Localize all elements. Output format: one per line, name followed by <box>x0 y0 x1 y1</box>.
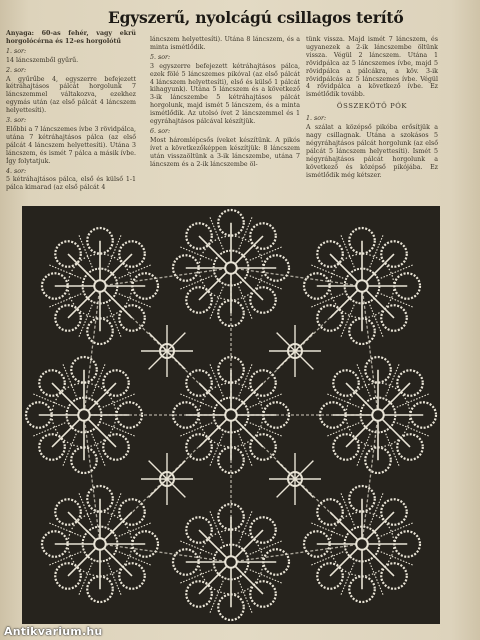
article-title: Egyszerű, nyolcágú csillagos terítő <box>108 8 404 27</box>
doily-photo <box>22 206 440 624</box>
watermark: Antikvarium.hu <box>4 625 103 638</box>
row-label: 1. sor: <box>6 47 27 55</box>
row-text: Most háromlépcsős íveket készítünk. A pikós ívet a következőképpen készítjük: 8 láncszem után visszaöltünk a 3-ik láncszembe, utána 7 láncszem és a 2-ik láncszembe öl- <box>150 136 300 168</box>
row-text: 14 láncszemből gyűrű. <box>6 56 79 64</box>
row-text: Előbbi a 7 láncszemes ívbe 3 rövidpálca, utána 7 kétráhajtásos pálca (az első pálcát 4 láncszem helyettesíti). Utána 3 láncszem, és ismét 7 pálca a másik ívbe. Így folytatjuk. <box>6 125 136 165</box>
row-text: A gyűrűbe 4, egyszerre befejezett kétráhajtásos pálcát horgolunk 7 láncszemmel váltakozva, ezekhez egymás után (az első pálcát 4 láncszem helyettesíti). <box>6 75 136 115</box>
row-label: 3. sor: <box>6 117 27 125</box>
column-3 <box>306 36 438 180</box>
materials-text: Anyaga: 60-as fehér, vagy ekrü horgolócérna és 12-es horgolótű <box>6 30 136 45</box>
row-text: 5 kétráhajtásos pálca, első és külső 1-1 pálca kimarad (az első pálcát 4 <box>6 176 136 192</box>
column-2 <box>150 36 300 170</box>
crochet-doily-icon <box>22 206 440 624</box>
section-subtitle: ÖSSZEKÖTŐ PÓK <box>336 102 408 111</box>
column-intro: tünk vissza. Majd ismét 7 láncszem, és ugyanezek a 2-ik láncszembe öltünk vissza. Végül 2 láncszem. Utána 1 rövidpálca az 5 láncszemes ívbe, majd 5 rövidpálca a pálcákra, a köv. 3-ik rövidpálcás az 5 láncszemes ívbe. Végül 4 rövidpálca a következő ívbe. Ez ismétlődik tovább. <box>306 36 438 99</box>
row-text: 3 egyszerre befejezett kétráhajtásos pálca, ezek fölé 5 láncszemes pikóval (az első pálcát 4 láncszem helyettesíti), első és külső 1 pálcát kihagyunk). Utána 5 láncszem és a következő 3-ik láncszembe 5 kétráhajtásos pálcát horgolunk, majd ismét 5 láncszem, és a minta ismétlődik. Az utolsó ívet 2 láncszemmel és 1 egyráhajtásos pálcával készítjük. <box>150 62 300 126</box>
row-label: 4. sor: <box>6 167 27 175</box>
column-1 <box>6 30 136 193</box>
row-text: A szálat a középső pikóba erősítjük a nagy csillagnak. Utána a szokásos 5 négyráhajtásos pálcát horgolunk (az első pálcát 5 láncszem helyettesíti). Ismét 5 négyráhajtásos pálcát horgolunk a következő és középső pikójába. Ez ismétlődik még kétszer. <box>306 124 438 179</box>
row-label: 5. sor: <box>150 53 171 61</box>
column-intro: láncszem helyettesíti). Utána 8 láncszem, és a minta ismétlődik. <box>150 36 300 51</box>
row-label: 2. sor: <box>6 66 27 74</box>
row-label: 6. sor: <box>150 127 171 135</box>
row-label: 1. sor: <box>306 115 327 123</box>
